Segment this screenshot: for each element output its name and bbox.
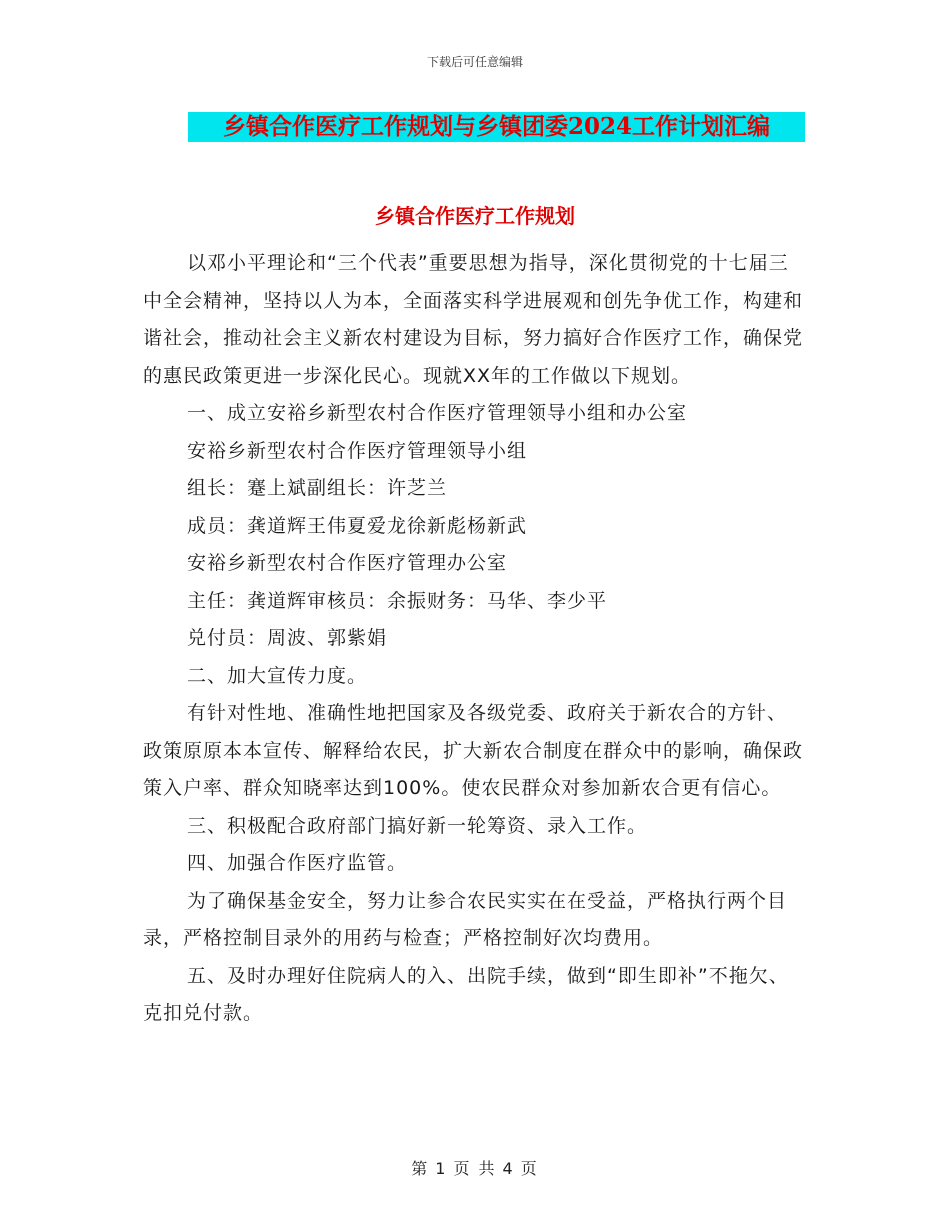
footer-prefix: 第 [411, 1159, 430, 1178]
paragraph-group-name: 安裕乡新型农村合作医疗管理领导小组 [187, 439, 528, 462]
paragraph-supervision: 为了确保基金安全，努力让参合农民实实在在受益，严格执行两个目录，严格控制目录外的用药与检查；严格控制好次均费用。 [143, 889, 788, 949]
paragraph-office-staff: 主任：龚道辉审核员：余振财务：马华、李少平 [187, 589, 608, 612]
footer-page-number: 1 [435, 1159, 448, 1178]
paragraph-office-name: 安裕乡新型农村合作医疗管理办公室 [187, 552, 508, 574]
page-footer [0, 1156, 950, 1179]
paragraph-heading-5: 五、及时办理好住院病人的入、出院手续，做到“即生即补”不拖欠、克扣兑付款。 [143, 964, 789, 1024]
paragraph-payment-staff: 兑付员：周波、郭紫娟 [187, 627, 388, 649]
paragraph-heading-1: 一、成立安裕乡新型农村合作医疗管理领导小组和办公室 [187, 402, 688, 424]
header-note: 下载后可任意编辑 [426, 55, 523, 69]
paragraph-publicity: 有针对性地、准确性地把国家及各级党委、政府关于新农合的方针、政策原原本本宣传、解释给农民，扩大新农合制度在群众中的影响，确保政策入户率、群众知晓率达到100%。使农民群众对参加新农合更有信心。 [143, 702, 804, 799]
paragraph-heading-3: 三、积极配合政府部门搞好新一轮筹资、录入工作。 [187, 814, 648, 837]
document-title: 乡镇合作医疗工作规划与乡镇团委2024工作计划汇编 [188, 112, 805, 142]
paragraph-heading-4: 四、加强合作医疗监管。 [187, 852, 408, 874]
section-title: 乡镇合作医疗工作规划 [375, 204, 575, 228]
paragraph-intro: 以邓小平理论和“三个代表”重要思想为指导，深化贯彻党的十七届三中全会精神，坚持以人为本，全面落实科学进展观和创先争优工作，构建和谐社会，推动社会主义新农村建设为目标，努力搞好合作医疗工作，确保党的惠民政策更进一步深化民心。现就XX年的工作做以下规划。 [143, 252, 804, 387]
footer-total-pages: 4 [502, 1159, 515, 1178]
footer-middle: 页 共 [453, 1159, 497, 1178]
paragraph-heading-2: 二、加大宣传力度。 [187, 664, 368, 687]
paragraph-group-leaders: 组长：蹇上斌副组长：许芝兰 [187, 477, 448, 499]
footer-suffix: 页 [520, 1159, 539, 1178]
document-body [143, 245, 803, 1033]
paragraph-group-members: 成员：龚道辉王伟夏爱龙徐新彪杨新武 [187, 514, 528, 537]
